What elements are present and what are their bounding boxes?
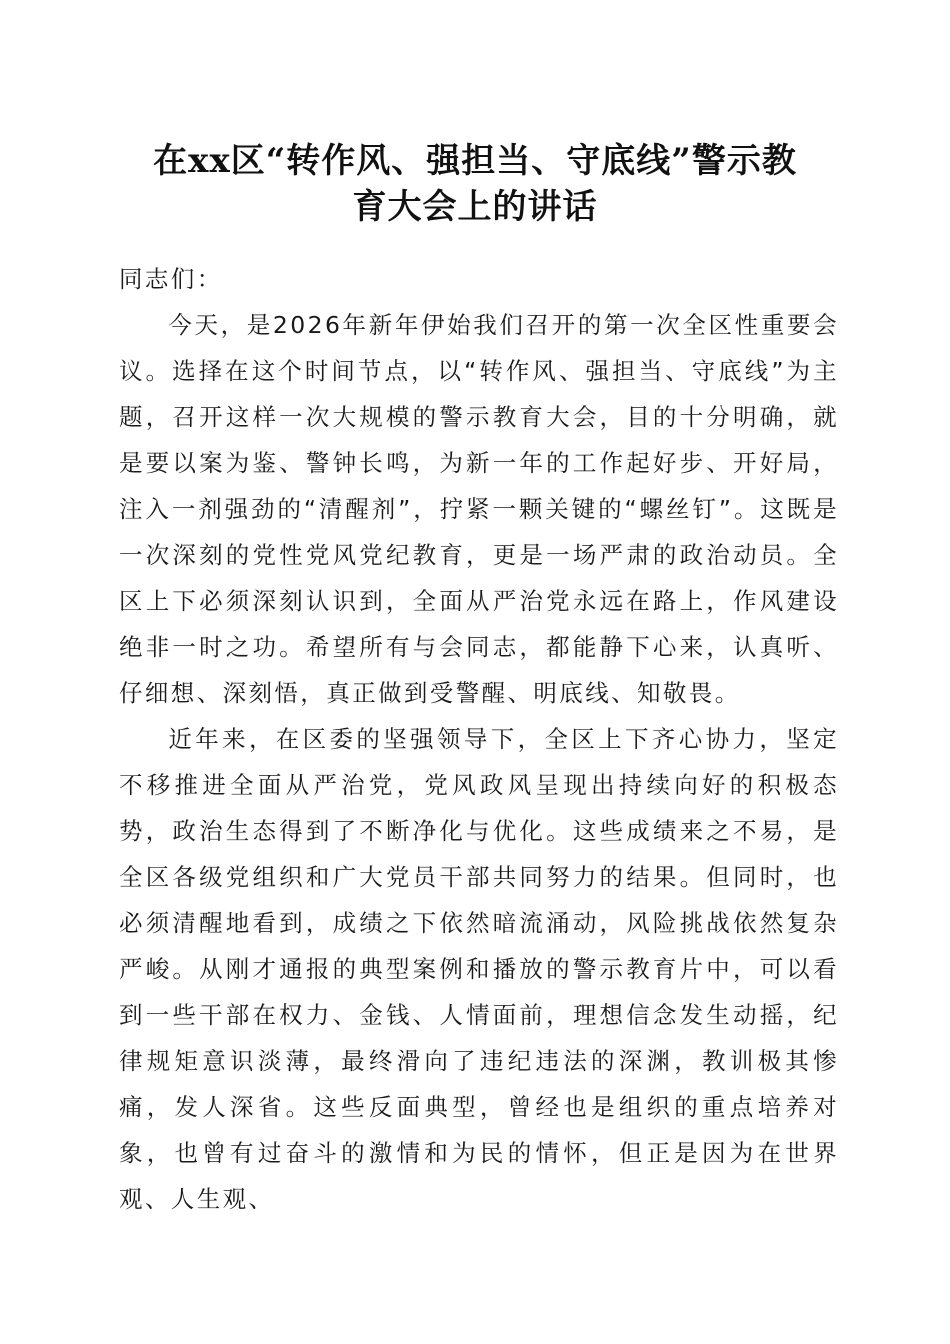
salutation: 同志们：	[119, 265, 223, 293]
document-title	[100, 138, 850, 230]
paragraph-1: 今天，是2026年新年伊始我们召开的第一次全区性重要会议。选择在这个时间节点，以“转作风、强担当、守底线”为主题，召开这样一次大规模的警示教育大会，目的十分明确，就是要以案为鉴、警钟长鸣，为新一年的工作起好步、开好局，注入一剂强劲的“清醒剂”，拧紧一颗关键的“螺丝钉”。这既是一次深刻的党性党风党纪教育，更是一场严肃的政治动员。全区上下必须深刻认识到，全面从严治党永远在路上，作风建设绝非一时之功。希望所有与会同志，都能静下心来，认真听、仔细想、深刻悟，真正做到受警醒、明底线、知敬畏。	[119, 311, 839, 707]
paragraph-2: 近年来，在区委的坚强领导下，全区上下齐心协力，坚定不移推进全面从严治党，党风政风呈现出持续向好的积极态势，政治生态得到了不断净化与优化。这些成绩来之不易，是全区各级党组织和广大党员干部共同努力的结果。但同时，也必须清醒地看到，成绩之下依然暗流涌动，风险挑战依然复杂严峻。从刚才通报的典型案例和播放的警示教育片中，可以看到一些干部在权力、金钱、人情面前，理想信念发生动摇，纪律规矩意识淡薄，最终滑向了违纪违法的深渊，教训极其惨痛，发人深省。这些反面典型，曾经也是组织的重点培养对象，也曾有过奋斗的激情和为民的情怀，但正是因为在世界观、人生观、	[119, 725, 839, 1213]
document-body	[119, 256, 839, 1222]
title-line-2: 育大会上的讲话	[352, 187, 598, 227]
title-line-1: 在xx区“转作风、强担当、守底线”警示教	[153, 141, 797, 181]
